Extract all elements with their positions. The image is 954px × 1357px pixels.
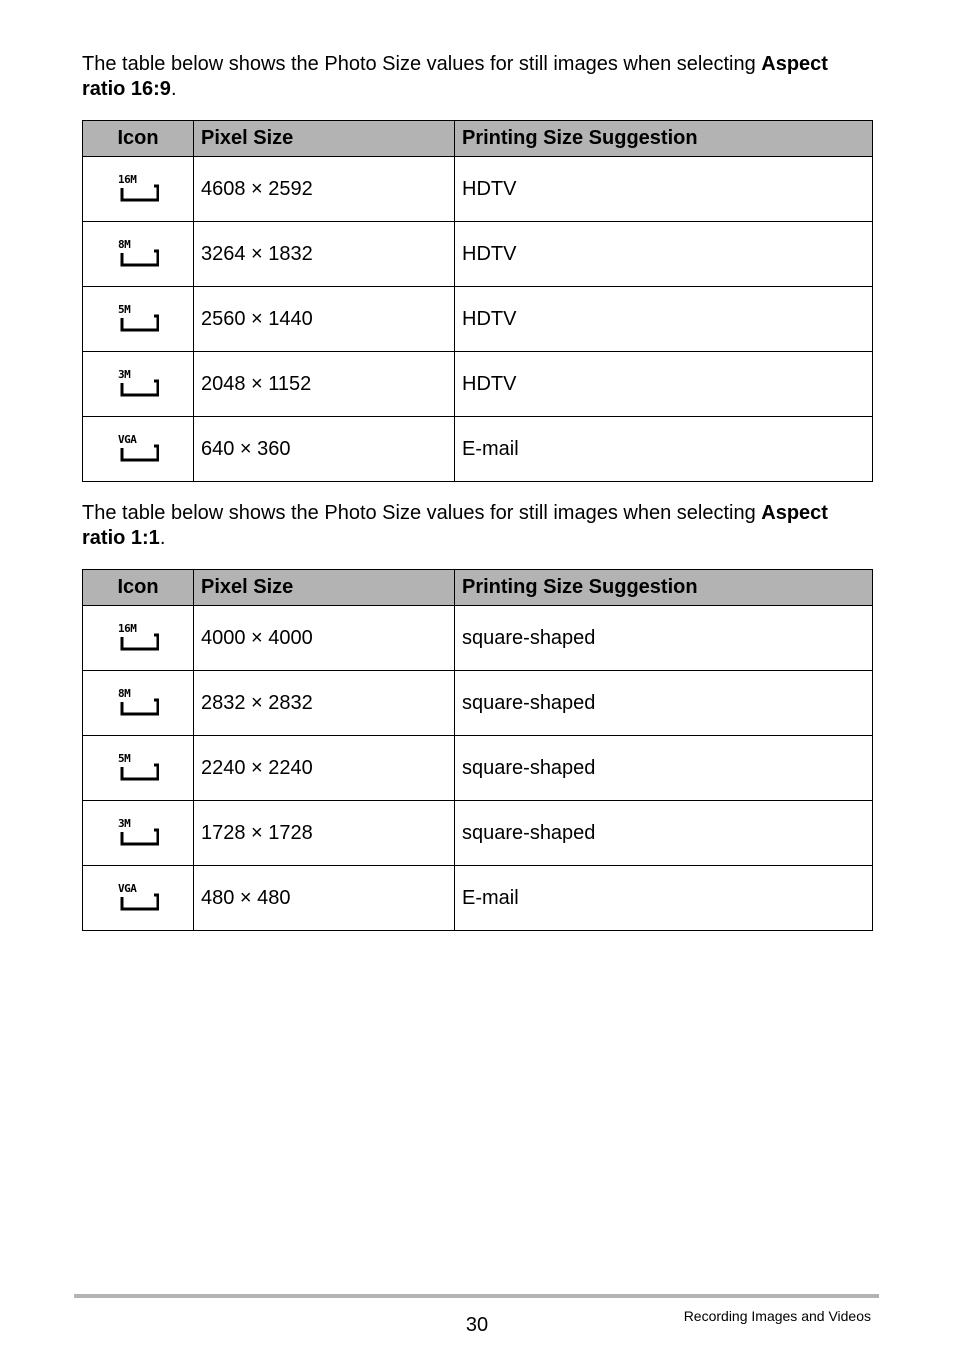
printing-size-cell: E-mail: [455, 866, 873, 931]
pixel-size-column-header: Pixel Size: [194, 121, 455, 157]
8m-size-icon: [117, 688, 159, 718]
5m-size-icon: [117, 753, 159, 783]
footer-section-title: Recording Images and Videos: [683, 1308, 871, 1324]
icon-cell: [83, 157, 194, 222]
printing-size-cell: square-shaped: [455, 671, 873, 736]
16m-size-icon: [117, 174, 159, 204]
table-header-row: [83, 570, 873, 606]
icon-cell: [83, 606, 194, 671]
aspect-ratio-label: Aspect ratio 16:9: [82, 53, 828, 100]
printing-size-column-header: Printing Size Suggestion: [455, 570, 873, 606]
pixel-size-cell: 2560 × 1440: [194, 287, 455, 352]
icon-cell: [83, 417, 194, 482]
pixel-size-cell: 2048 × 1152: [194, 352, 455, 417]
table-row: [83, 417, 873, 482]
pixel-size-cell: 480 × 480: [194, 866, 455, 931]
printing-size-cell: square-shaped: [455, 606, 873, 671]
pixel-size-cell: 2832 × 2832: [194, 671, 455, 736]
icon-cell: [83, 222, 194, 287]
icon-column-header: Icon: [83, 570, 194, 606]
icon-size-label: 16M: [118, 173, 137, 186]
footer-divider: [74, 1294, 879, 1298]
table-header-row: [83, 121, 873, 157]
icon-cell: [83, 801, 194, 866]
icon-cell: [83, 352, 194, 417]
icon-size-label: 8M: [118, 238, 131, 251]
photo-size-table-1-1: [82, 569, 873, 931]
pixel-size-cell: 640 × 360: [194, 417, 455, 482]
table-row: [83, 671, 873, 736]
pixel-size-column-header: Pixel Size: [194, 570, 455, 606]
table-row: [83, 801, 873, 866]
3m-size-icon: [117, 369, 159, 399]
intro-text: The table below shows the Photo Size values for still images when selecting: [82, 53, 762, 75]
printing-size-cell: HDTV: [455, 222, 873, 287]
icon-cell: [83, 736, 194, 801]
table-row: [83, 866, 873, 931]
printing-size-cell: E-mail: [455, 417, 873, 482]
aspect-ratio-label: Aspect ratio 1:1: [82, 502, 828, 549]
pixel-size-cell: 4608 × 2592: [194, 157, 455, 222]
table-row: [83, 157, 873, 222]
pixel-size-cell: 1728 × 1728: [194, 801, 455, 866]
pixel-size-cell: 3264 × 1832: [194, 222, 455, 287]
printing-size-column-header: Printing Size Suggestion: [455, 121, 873, 157]
table-row: [83, 222, 873, 287]
8m-size-icon: [117, 239, 159, 269]
printing-size-cell: square-shaped: [455, 736, 873, 801]
vga-size-icon: [117, 883, 159, 913]
vga-size-icon: [117, 434, 159, 464]
printing-size-cell: HDTV: [455, 157, 873, 222]
icon-cell: [83, 287, 194, 352]
table-row: [83, 736, 873, 801]
icon-size-label: 16M: [118, 622, 137, 635]
icon-size-label: 5M: [118, 752, 131, 765]
icon-column-header: Icon: [83, 121, 194, 157]
printing-size-cell: HDTV: [455, 287, 873, 352]
16m-size-icon: [117, 623, 159, 653]
icon-size-label: 3M: [118, 817, 131, 830]
pixel-size-cell: 2240 × 2240: [194, 736, 455, 801]
page-number: 30: [465, 1314, 489, 1336]
intro-text: The table below shows the Photo Size values for still images when selecting: [82, 502, 762, 524]
table-row: [83, 606, 873, 671]
table-row: [83, 352, 873, 417]
printing-size-cell: square-shaped: [455, 801, 873, 866]
intro-period: .: [170, 78, 177, 100]
intro-paragraph-16-9: [82, 52, 872, 102]
icon-cell: [83, 671, 194, 736]
icon-size-label: 8M: [118, 687, 131, 700]
icon-size-label: VGA: [118, 882, 137, 895]
icon-size-label: 5M: [118, 303, 131, 316]
3m-size-icon: [117, 818, 159, 848]
icon-size-label: 3M: [118, 368, 131, 381]
table-row: [83, 287, 873, 352]
icon-cell: [83, 866, 194, 931]
intro-period: .: [159, 527, 166, 549]
intro-paragraph-1-1: [82, 501, 872, 551]
printing-size-cell: HDTV: [455, 352, 873, 417]
photo-size-table-16-9: [82, 120, 873, 482]
5m-size-icon: [117, 304, 159, 334]
pixel-size-cell: 4000 × 4000: [194, 606, 455, 671]
icon-size-label: VGA: [118, 433, 137, 446]
